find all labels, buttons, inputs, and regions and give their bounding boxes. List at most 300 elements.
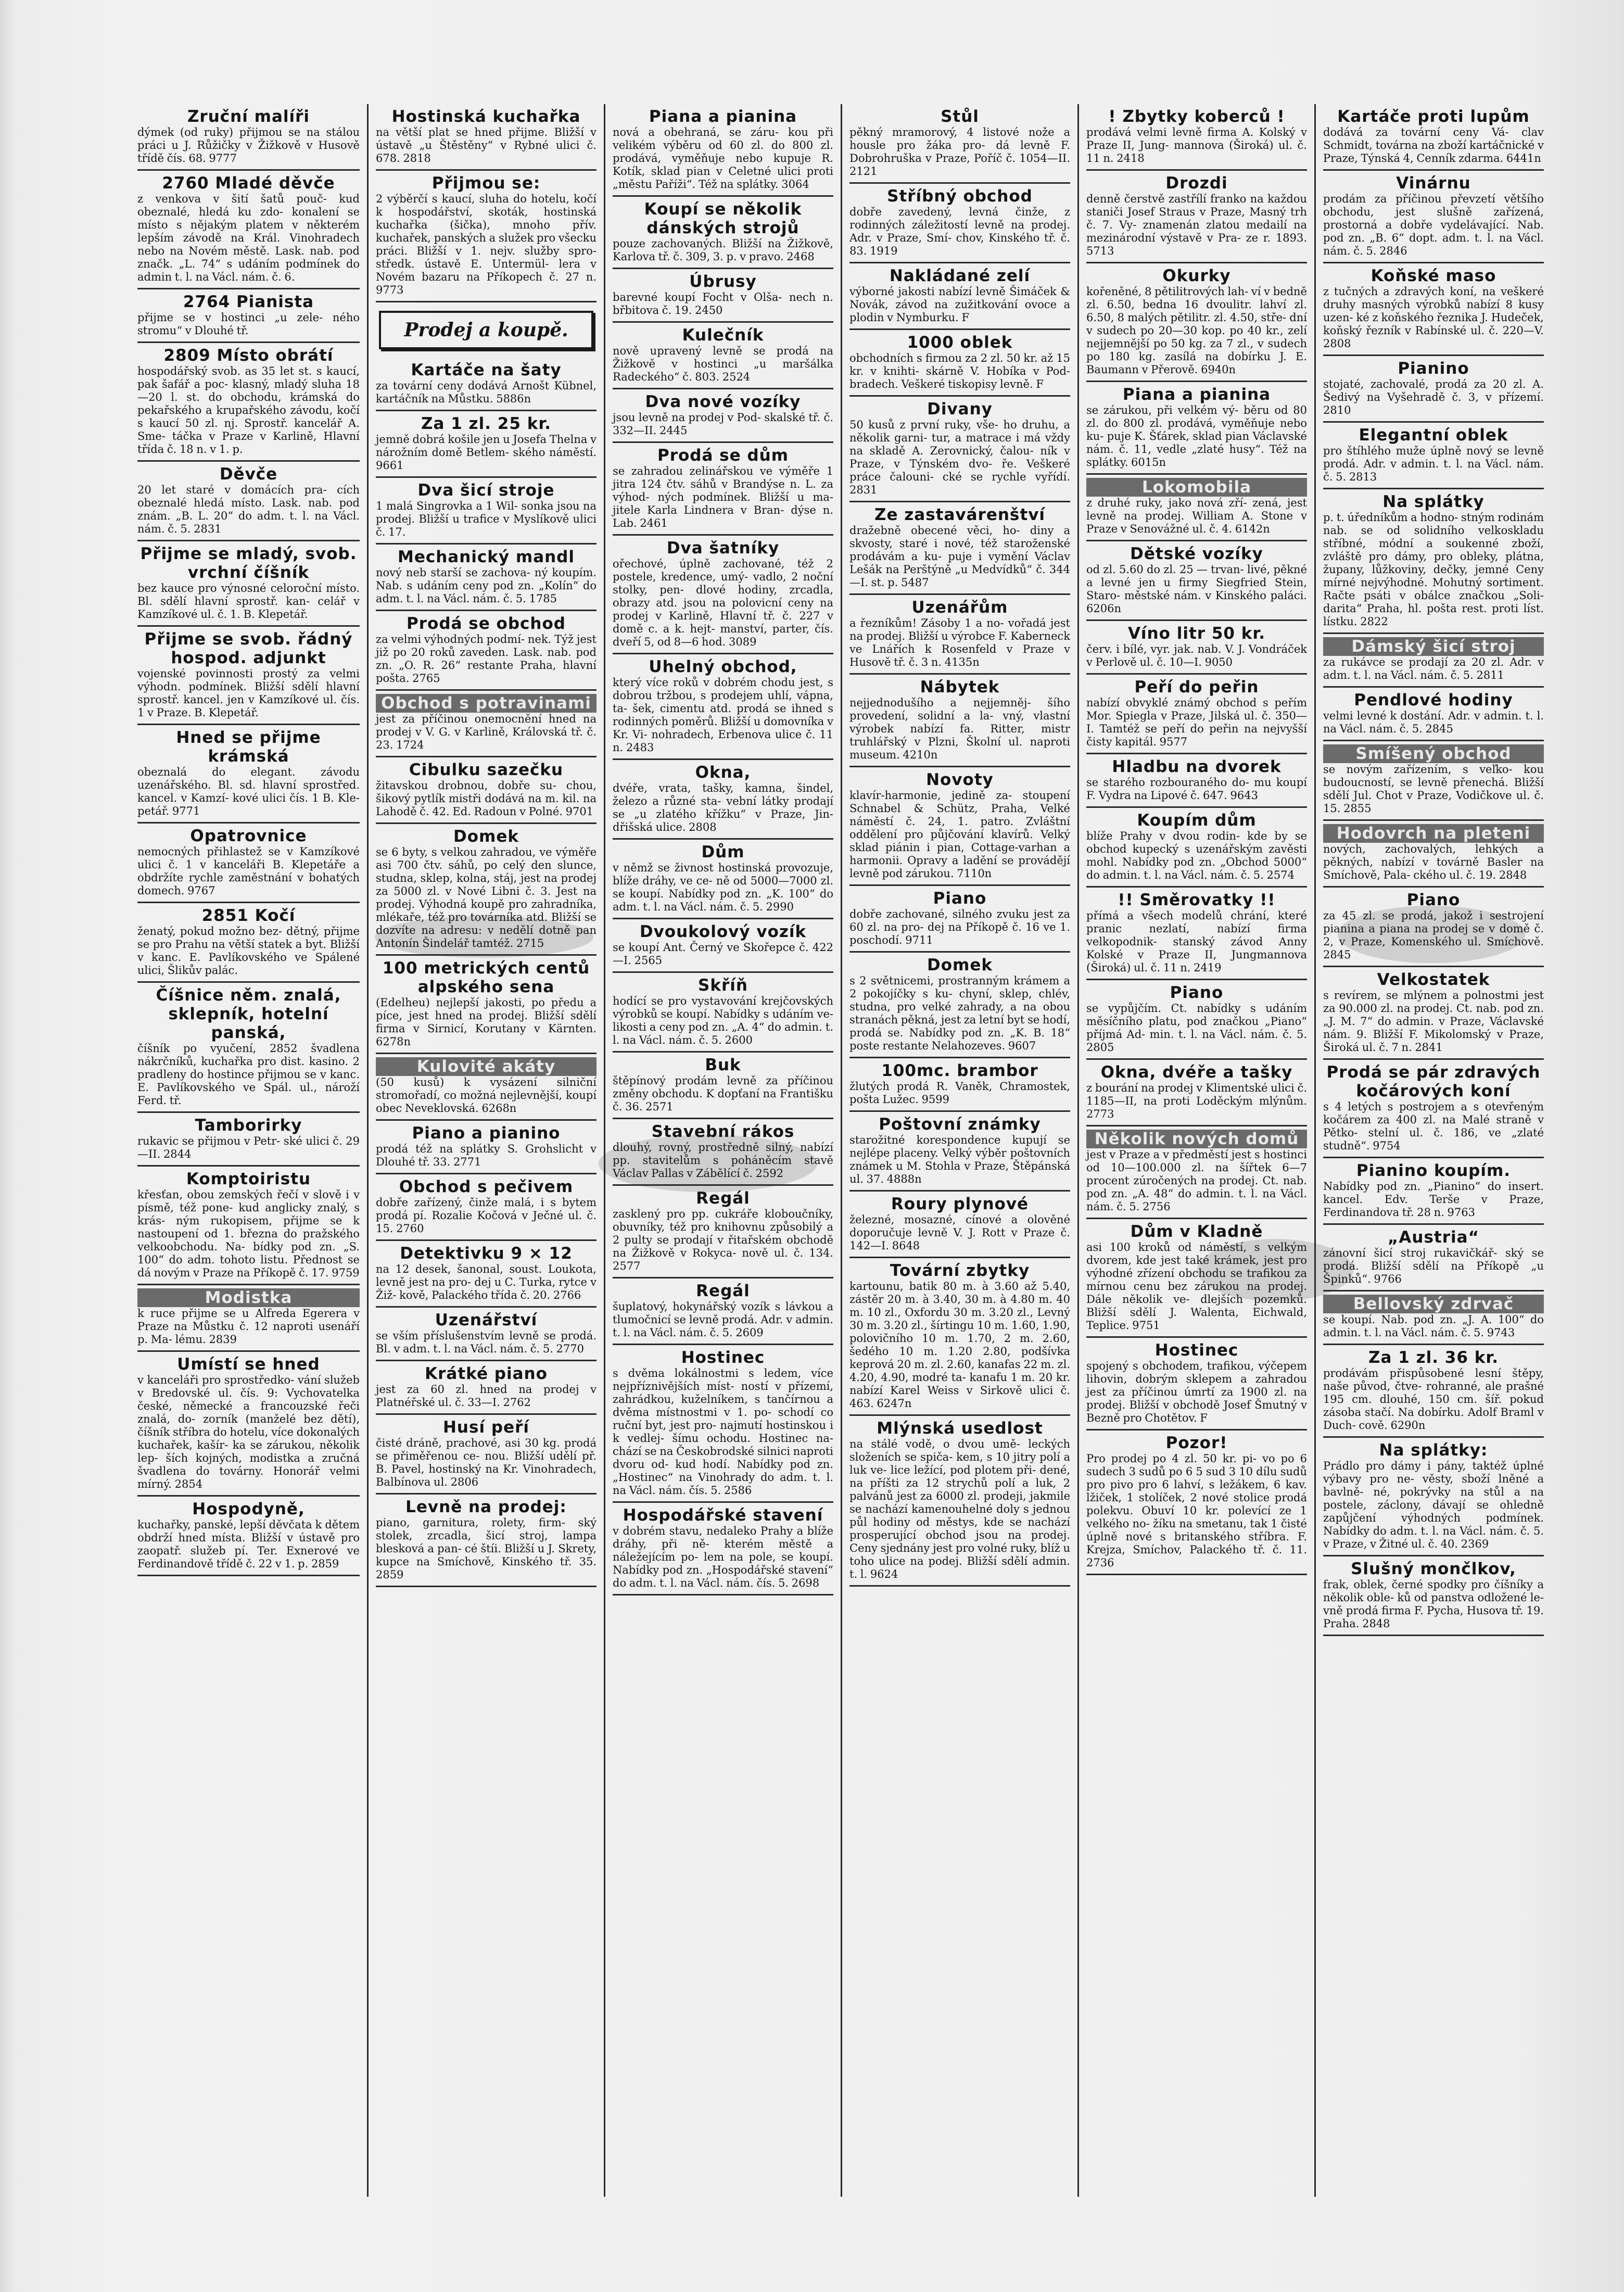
ad-title: 100mc. brambor <box>881 1061 1038 1080</box>
ad-title: Stavební rákos <box>651 1122 795 1141</box>
classified-ad <box>376 1495 597 1587</box>
ad-body: dýmek (od ruky) přijmou se na stálou práci u J. Růžičky v Žižkově v Husově třídě čís. 68. 9777 <box>137 126 360 164</box>
ad-body: jemně dobrá košile jen u Josefa Thelna v nárožním domě Betlem- ského náměstí. 9661 <box>376 433 597 472</box>
classified-ad <box>849 1192 1070 1258</box>
ad-body: dobře zavedený, levná činže, z rodinných záležitostí levně na prodej. Adr. v Praze, Smí- chov, Kinského tř. č. 83. 1919 <box>849 206 1070 257</box>
ad-body: se zahradou zelinářskou ve výměře 1 jitra 124 čtv. sáhů v Brandýse n. L. za výhod- ných podmínek. Bližší u ma- jitele Karla Lindnera v Bran- dýse n. Lab. 2461 <box>613 465 833 529</box>
ad-body: 20 let staré v domácích pra- cích obeznalé hledá místo. Lask. nab. pod znám. „B. L. 20“ do adm. t. l. na Václ. nám. č. 5. 2831 <box>137 484 360 535</box>
classified-ad <box>137 824 360 903</box>
classified-ad <box>613 1053 833 1119</box>
ad-body: velmi levné k dostání. Adr. v admin. t. l. na Václ. nám. č. 5. 2845 <box>1323 710 1544 735</box>
ad-body: v kanceláři pro sprostředko- vání služeb v Bredovské ul. čís. 9: Vychovatelka české, německé a francouzské řeči znalá, do- zorník (manželé bez dětí), číšník stříbra do hotelu, více dokonalých kuchařek, kašír- ka se zárukou, několik lep- ších kojných, modistka a zručná švadlena do továrny. Honorář velmi mírný. 2854 <box>137 1374 360 1490</box>
ad-body: nová a obehraná, se záru- kou při velikém výběru od 60 zl. do 800 zl. prodává, vyměňuje nebo kupuje R. Kotík, sklad pian v Celetné ulici proti „městu Paříži“. Též na splátky. 3064 <box>613 126 833 191</box>
ad-body: pro štíhlého muže úplně nový se levně prodá. Adr. v admin. t. l. na Václ. nám. č. 5. 2813 <box>1323 445 1544 483</box>
classified-ad <box>376 1121 597 1174</box>
classified-ad <box>1323 1225 1544 1291</box>
ad-title: Hostinec <box>681 1348 765 1367</box>
ad-body: zasklený pro pp. cukráře kloboučníky, obuvníky, též pro knihovnu způsobilý a 2 pulty se prodají v řitařském obchodě na Žižkově v Rokyca- nově ul. č. 134. 2577 <box>613 1208 833 1272</box>
classified-ad <box>1086 104 1307 171</box>
classified-ad <box>1323 688 1544 741</box>
ad-body: a řezníkům! Zásoby 1 a no- vořadá jest na prodej. Bližší u výrobce F. Kaberneck ve Lnářích k Rosenfeld v Praze v Husově tř. č. 3 n. 4135n <box>849 617 1070 668</box>
ad-title: Koupí se několik dánských strojů <box>644 200 802 237</box>
ad-body: bez kauce pro výnosné celoroční místo. Bl. sdělí hlavní sprostř. kan- celář v Kamzíkové ul. č. 1. B. Klepetář. <box>137 582 360 621</box>
classified-ad <box>137 983 360 1113</box>
ad-column <box>367 104 604 2197</box>
ad-title: Dámský šicí stroj <box>1323 637 1544 656</box>
ad-body: obchodních s firmou za 2 zl. 50 kr. až 15 kr. v knihti- skárně V. Hobíka v Pod- bradech. Veškeré tiskopisy levně. F <box>849 352 1070 390</box>
ad-body: asi 100 kroků od náměstí, s velkým dvorem, kde jest také krámek, jest pro výhodné zřízení obchodu se trafikou za mírnou cenu bez zárukou na prodej. Dále několik ve- dlejších pozemků. Bližší sdělí J. Walenta, Eichwald, Teplice. 9751 <box>1086 1241 1307 1332</box>
ad-title: Piano a pianino <box>412 1124 561 1143</box>
ad-body: pěkný mramorový, 4 listové nože a housle pro žáka pro- dá levně F. Dobrohruška v Praze, Poříč č. 1054—II. 2121 <box>849 126 1070 178</box>
ad-body: starožitné korespondence kupují se nejlépe placeny. Velký výběr poštovních známek u M. Stohla v Praze, Štěpánská ul. 37. 4888n <box>849 1134 1070 1185</box>
classified-ad <box>376 544 597 611</box>
classified-ad <box>849 184 1070 263</box>
ad-body: červ. i bílé, vyr. jak. nab. V. J. Vondráček v Perlově ul. č. 10—I. 9050 <box>1086 643 1307 668</box>
classified-ad <box>1323 104 1544 171</box>
classified-ad <box>1086 980 1307 1060</box>
ad-title: Bellovský zdrvač <box>1323 1295 1544 1313</box>
ad-body: s 4 letých s postrojem a s otevřeným kočárem za 400 zl. na Malé straně v Pětko- stelní ul. č. 186, ve „zlaté studně“. 9754 <box>1323 1100 1544 1152</box>
ad-title: Pendlové hodiny <box>1354 691 1513 710</box>
ad-body: 1 malá Singrovka a 1 Wil- sonka jsou na prodej. Bližší u trafice v Myslíkově ulici č. 17. <box>376 500 597 538</box>
ad-title: Mechanický mandl <box>397 548 575 566</box>
ad-title: Okurky <box>1162 267 1231 285</box>
ad-title: Piano <box>1406 891 1461 909</box>
ad-body: jest v Praze a v předměstí jest s hostinci od 10—100.000 zl. na šířtek 6—7 procent zúročených na prodej. Ct. nab. pod zn. „A. 48“ do admin. t. l. na Václ. nám. č. 5. 2756 <box>1086 1148 1307 1213</box>
classified-ad <box>137 104 360 171</box>
ad-body: z bourání na prodej v Klimentské ulici č. 1185—II, na proti Loděckým mlýnům. 2773 <box>1086 1082 1307 1120</box>
ad-title: Piana a pianina <box>1122 385 1271 404</box>
ad-title: Lokomobila <box>1086 478 1307 497</box>
ad-title: Dva nové vozíky <box>645 392 801 411</box>
classified-ad <box>849 104 1070 184</box>
ad-title: Roury plynové <box>891 1195 1029 1213</box>
ad-body: blíže Prahy v dvou rodin- kde by se obchod kupecký s uzenářským zavěsti mohl. Nabídky pod zn. „Obchod 5000“ do admin. t. l. na Václ. nám. č. 5. 2574 <box>1086 830 1307 881</box>
ad-title: Děvče <box>219 465 278 484</box>
ad-title: Piano <box>1170 983 1224 1002</box>
classified-ad <box>849 886 1070 953</box>
classified-ad <box>613 323 833 389</box>
classified-ad <box>849 953 1070 1058</box>
ad-title: Pianino koupím. <box>1356 1161 1511 1180</box>
classified-ad <box>849 502 1070 595</box>
classified-ad <box>849 675 1070 767</box>
ad-body: z tučných a zdravých koní, na veškeré druhy masných výrobků nabízí 8 kusy uzen- ké z koňského řeznika J. Hudeček, koňský řezník v Rabínské ul. č. 220—V. 2808 <box>1323 285 1544 350</box>
classified-ad <box>613 269 833 323</box>
classified-ad <box>613 1345 833 1503</box>
classified-ad <box>849 263 1070 330</box>
ad-body: nemocných přihlastež se v Kamzíkové ulici č. 1 v kanceláři B. Klepetáře a obdržíte rychle zaměstnání v bohatých domech. 9767 <box>137 845 360 897</box>
ad-title: Dům v Kladně <box>1130 1222 1263 1241</box>
classified-ad <box>1086 382 1307 475</box>
ad-title: Hodovrch na pleteni <box>1323 824 1544 843</box>
ad-title: Hned se přijme krámská <box>176 728 321 766</box>
classified-ad <box>849 595 1070 675</box>
ad-body: dobře zařízený, činže malá, i s bytem prodá pí. Rozalie Kočová v Ječné ul. č. 15. 2760 <box>376 1196 597 1235</box>
ad-body: který více roků v dobrém chodu jest, s dobrou tržbou, s prodejem uhlí, vápna, ta- šek, cimentu atd. prodá se ihned s rodinných poměrů. Bližší u domovníka v Kr. Vi- nohradech, Erbenova ulice č. 11 n. 2483 <box>613 676 833 754</box>
classified-ad <box>1323 1060 1544 1158</box>
classified-ad <box>137 627 360 725</box>
classified-ad <box>1323 1438 1544 1556</box>
classified-ad <box>137 1167 360 1285</box>
ad-title: „Austria“ <box>1388 1228 1479 1247</box>
classified-ad <box>1323 423 1544 489</box>
classified-ad <box>1323 888 1544 967</box>
classified-ad <box>376 757 597 824</box>
ad-body: jest za 60 zl. hned na prodej v Platnéřské ul. č. 33—I. 2762 <box>376 1383 597 1409</box>
ad-title: Obchod s potravinami <box>376 694 597 713</box>
classified-ad <box>849 1058 1070 1112</box>
classified-ad <box>1323 489 1544 634</box>
classified-ad <box>376 1054 597 1121</box>
classified-ad <box>1086 754 1307 808</box>
ad-columns <box>130 104 1551 2197</box>
section-heading: Prodej a koupě. <box>379 311 593 349</box>
ad-title: Kartáče proti lupům <box>1337 107 1530 126</box>
classified-ad <box>849 1258 1070 1416</box>
ad-title: Krátké piano <box>425 1364 548 1383</box>
ad-title: Levně na prodej: <box>405 1498 567 1516</box>
ad-title: Na splátky: <box>1379 1441 1488 1460</box>
ad-body: na větší plat se hned přijme. Bližší v ústavě „u Štěstěny“ v Rybné ulici č. 678. 2818 <box>376 126 597 164</box>
ad-title: Koupím dům <box>1137 811 1257 830</box>
classified-ad <box>137 462 360 541</box>
classified-ad <box>613 1119 833 1186</box>
ad-title: 100 metrických centů alpského sena <box>382 959 590 996</box>
classified-ad <box>137 1113 360 1167</box>
classified-ad <box>613 1186 833 1278</box>
ad-title: Novoty <box>926 770 994 789</box>
ad-body: nový neb starší se zachova- ný koupím. Nab. s udáním ceny pod zn. „Kolín“ do adm. t. l. na Václ. nám. č. 5. 1785 <box>376 566 597 605</box>
classified-ad <box>137 171 360 289</box>
classified-ad <box>849 397 1070 502</box>
ad-body: p. t. úředníkům a hodno- stným rodinám nab. se od solidního velkoskladu stříbné, módní a soukenné zboží, zvláště pro dámy, pro obleky, plátna, župany, lůžkoviny, dečky, jemné Ceny mírné nejvýhodné. Mohutný sortiment. Račte psáti v obálce značkou „Soli- darita“ Praha, hl. pošta rest. proti líst. lístku. 2822 <box>1323 511 1544 628</box>
ad-body: klavír-harmonie, jedině za- stoupení Schnabel & Schütz, Praha, Velké náměstí č. 24, 1. patro. Zvláštní oddělení pro půjčování klavírů. Velký sklad piánin i pian, Cottage-varhan a harmonii. Opravy a ladění se provádějí levně pod zárukou. 7110n <box>849 789 1070 880</box>
ad-body: se 6 byty, s velkou zahradou, ve výměře asi 700 čtv. sáhů, po celý den slunce, studna, sklep, kolna, stáj, jest na prodej za 5000 zl. v Nové Libni č. 3. Jest na prodej. Výhodná koupě pro zahradníka, mlékaře, též pro továrníka atd. Bližší se dozvíte na adresu: v nedělí dotně pan Antonín Šindelář tamtéž. 2715 <box>376 846 597 949</box>
classified-ad <box>137 541 360 627</box>
ad-body: nabízí obvyklé známý obchod s peřím Mor. Spiegla v Praze, Jilská ul. č. 350—I. Tamtéž se peří do peřin na nejvyšší čisty kapitál. 9577 <box>1086 697 1307 748</box>
ad-body: šuplatový, hokynářský vozík s lávkou a tlumočnicí se levně prodá. Adr. v admin. t. l. na Václ. nám. č. 5. 2609 <box>613 1300 833 1339</box>
ad-body: Nabídky pod zn. „Pianino“ do insert. kancel. Edv. Terše v Praze, Ferdinandova tř. 28 n. 9763 <box>1323 1180 1544 1219</box>
ad-title: Uhelný obchod, <box>649 657 797 676</box>
ad-body: k ruce přijme se u Alfreda Egerera v Praze na Můstku č. 12 naproti usenáří p. Ma- lému. 2839 <box>137 1307 360 1346</box>
ad-body: obeznalá do elegant. závodu uzenářského. Bl. sd. hlavní sprostřed. kancel. v Kamzí- kové ulici čís. 1 B. Kle- petář. 9771 <box>137 766 360 817</box>
classified-ad <box>1086 1126 1307 1219</box>
ad-body: v němž se živnost hostinská provozuje, blíže dráhy, ve ce- ně od 5000—7000 zl. se koupí. Nabídky pod zn. „K. 100“ do adm. t. l. na Václ. nám. č. 5. 2990 <box>613 862 833 913</box>
ad-title: Dvoukolový vozík <box>639 922 807 941</box>
ad-body: z druhé ruky, jako nová zří- zená, jest levně na prodej. William A. Stone v Praze v Senovážné ul. č. 4. 6142n <box>1086 497 1307 535</box>
ad-body: na stálé vodě, o dvou umě- leckých složeních se spiča- kem, s 10 jitry polí a luk ve- lice ležící, pod plotem při- dené, na příšti za 12 strychů polí a luk, 2 palvánů jest za 6000 zl. prodeji, jakmile se nachází kamenouhelné doly s jednou půl hodiny od městys, kde se nachází prosperující obchod jsou na prodej. Ceny sjednány jest pro volné ruky, blíž u toho ulice na podej. Bližší sdělí admin. t. l. 9624 <box>849 1438 1070 1580</box>
ad-body: dlouhý, rovný, prostředně silný, nabízí pp. stavitelům s poháněcím stavě Václav Pallas v Zábělící č. 2592 <box>613 1141 833 1180</box>
ad-title: Dva šicí stroje <box>417 481 555 500</box>
ad-body: s dvěma lokálnostmi s ledem, více nejpříznivějších míst- ností v přízemí, zahrádkou, kuželníkem, s tančírnou a dvěma místnostmi v 1. po- schodí co ruční byt, jest pro- najmutí hostinskou i k vedlej- šímu ochodu. Hostinec na- chází se na Českobrodské silnici naproti dvoru od- kud hodí. Nabídky pod zn. „Hostinec“ na Vinohrady do adm. t. l. na Václ. nám. čís. 5. 2586 <box>613 1367 833 1497</box>
classified-ad <box>1323 1291 1544 1345</box>
classified-ad <box>849 767 1070 886</box>
ad-body: od zl. 5.60 do zl. 25 — trvan- livé, pěkné a levné jen u firmy Siegfried Stein, Staro- městské nám. v Kinského paláci. 6206n <box>1086 563 1307 615</box>
ad-title: Nábytek <box>920 678 1000 697</box>
ad-body: v dobrém stavu, nedaleko Prahy a blíže dráhy, při ně- kterém městě a náležejícím po- lem na pole, se koupí. Nabídky pod zn. „Hospodářské stavení“ do adm. t. l. na Václ. nám. čís. 5. 2698 <box>613 1525 833 1589</box>
ad-body: prodá též na splátky S. Grohslicht v Dlouhé tř. 33. 2771 <box>376 1143 597 1168</box>
classified-ad <box>376 478 597 544</box>
classified-ad <box>1086 808 1307 888</box>
classified-ad <box>137 903 360 983</box>
classified-ad <box>1086 888 1307 980</box>
ad-column <box>130 104 367 2197</box>
classified-ad <box>137 725 360 824</box>
ad-column <box>1077 104 1314 2197</box>
ad-title: 2764 Pianista <box>183 293 314 311</box>
ad-body: piano, garnitura, rolety, firm- ský stolek, zrcadla, šicí stroj, lampa blesková a pan- cé štíi. Bližší u J. Skrety, kupce na Smíchově, Kinského tř. 35. 2859 <box>376 1516 597 1581</box>
ad-body: se koupí. Nab. pod zn. „J. A. 100“ do admin. t. l. na Václ. nám. č. 5. 9743 <box>1323 1313 1544 1339</box>
ad-body: jest za příčinou onemocnění hned na prodej v V. G. v Karlině, Královská tř. č. 23. 1724 <box>376 713 597 751</box>
ad-body: dodává za tovární ceny Vá- clav Schmidt, továrna na zboží kartáčnické v Praze, Týnská 4, Cenník zdarma. 6441n <box>1323 126 1544 164</box>
ad-title: Obchod s pečivem <box>399 1177 574 1196</box>
classified-ad <box>1086 621 1307 675</box>
classified-ad <box>376 611 597 691</box>
ad-body: vojenské povinnosti prostý za velmi výhodn. podmínek. Bližší sdělí hlavní sprostř. kancel. jen v Kamzíkové ul. čís. 1 v Praze. B. Klepetář. <box>137 667 360 719</box>
ad-title: Tamborirky <box>195 1116 302 1135</box>
classified-ad <box>376 411 597 478</box>
classified-ad <box>1323 356 1544 423</box>
classified-ad <box>376 104 597 171</box>
classified-ad <box>613 654 833 760</box>
ad-title: Přijme se svob. řádný hospod. adjunkt <box>144 630 353 667</box>
classified-ad <box>613 104 833 197</box>
ad-body: se vypůjčím. Ct. nabídky s udáním měsíčního platu, pod značkou „Piano“ příjmá Ad- min. t. l. na Václ. nám. č. 5. 2805 <box>1086 1002 1307 1054</box>
classified-ad <box>1323 821 1544 888</box>
ad-body: železné, mosazné, cínové a olověné doporučuje levně V. J. Rott v Praze č. 142—I. 8648 <box>849 1213 1070 1252</box>
ad-title: Uzenářům <box>911 598 1008 617</box>
ad-body: se koupí Ant. Černý ve Skořepce č. 422—I. 2565 <box>613 941 833 967</box>
ad-title: Vinárnu <box>1396 174 1471 193</box>
ad-body: dražebně obecené věci, ho- diny a skvosty, staré i nové, též staroženské prodávám a ku- puje i vymění Václav Lešák na Perštýně „u Medvídků“ č. 344—I. st. p. 5487 <box>849 524 1070 589</box>
ad-body: se novým zařízením, s veľko- kou budoucností, se levně přenechá. Bližší sdělí Jul. Chot v Praze, Vodičkove ul. č. 15. 2855 <box>1323 763 1544 815</box>
ad-body: (Edelheu) nejlepší jakosti, po předu a píce, jest hned na prodej. Bližší sdělí firma v Sirnicí, Korutany v Kärnten. 6278n <box>376 996 597 1048</box>
classified-ad <box>137 1497 360 1576</box>
classified-ad <box>613 389 833 443</box>
ad-body: kuchařky, panské, lepší děvčata k dětem obdrží hned místa. Bližší v ústavě pro zaopatř. služeb pí. Ter. Exnerové ve Ferdinandově třídě č. 22 v 1. p. 2859 <box>137 1518 360 1570</box>
classified-ad <box>137 1285 360 1352</box>
ad-title: Prodá se obchod <box>407 614 566 633</box>
ad-title: Hostinec <box>1154 1341 1239 1360</box>
ad-body: čisté dráně, prachové, asi 30 kg. prodá se přiměřenou ce- nou. Bližší udělí př. B. Pavel, hostinský na Kr. Vinohradech, Balbínova ul. 2806 <box>376 1437 597 1488</box>
ad-title: Detektivku 9 × 12 <box>400 1244 573 1263</box>
classified-ad <box>1086 263 1307 382</box>
classified-ad <box>376 171 597 302</box>
ad-body: kartounu, batik 80 m. à 3.60 až 5.40, zástěr 20 m. à 3.40, 30 m. à 4.80 m. 40 m. 10 zl., Oxfordu 30 m. 3.20 zl., Levný 30 m. 3.20 zl., šírtingu 10 m. 1.60, 1.90, polovičního 10 m. 1.70, 2 m. 2.60, šedého 10 m. 1.20 2.80, podšívka keprová 20 m. zl. 2.60, kanafas 22 m. zl. 4.20, 4.90, modré ta- kanafu 1 m. 20 kr. nabízí Karel Weiss v Sirkově ulici č. 463. 6247n <box>849 1280 1070 1410</box>
ad-title: Kartáče na šaty <box>411 361 562 379</box>
ad-body: 2 výběrčí s kaucí, sluha do hotelu, kočí k hospodářství, skoták, hostinská kuchařka (šička), mnoho přív. kuchařek, panských a služek pro všecku práci. Bližší v 1. nejv. služby spro- středk. ústavě E. Untermül- lera v Novém bazaru na Příkopech č. 27 n. 9773 <box>376 193 597 296</box>
classified-ad <box>613 973 833 1053</box>
classified-ad <box>1086 1060 1307 1126</box>
ad-body: s 2 světnicemi, prostranným krámem a 2 pokojíčky s ku- chyní, sklep, chlév, studna, pro velké zahrady, a na obou stranách pěkná, jest za letní byt se hodí, prodá se. Nabídky pod zn. „K. B. 18“ poste restante Nelahozeves. 9607 <box>849 974 1070 1052</box>
ad-body: Pro prodej po 4 zl. 50 kr. pi- vo po 6 sudech 3 sudů po 6 5 sud 3 10 dílu sudů pro pivo pro 6 lahví, s ležákem, 6 kav. lžiček, 1 stolíček, 2 nové stolice prodá polekvu. Obuví 10 kr. polevící ze 1 velkého no- žíku na smetanu, tak 1 čisté úplně nové s britanského stříbra. F. Krejza, Smíchov, Palackého tř. č. 11. 2736 <box>1086 1452 1307 1569</box>
ad-title: Ze zastavárenštví <box>874 505 1046 524</box>
ad-body: na 12 desek, šanonal, soust. Loukota, levně jest na pro- dej u C. Turka, rytce v Žiž- kově, Palackého třída č. 20. 2766 <box>376 1263 597 1301</box>
ad-title: Slušný mončlkov, <box>1351 1560 1516 1578</box>
ad-title: Cibulku sazečku <box>409 761 564 779</box>
ad-body: (50 kusů) k vysázení silniční stromořadí, co možná nejlevnější, koupí obec Neveklovská. 6268n <box>376 1076 597 1115</box>
ad-title: Piano <box>933 889 987 908</box>
ad-body: 50 kusů z první ruky, vše- ho druhu, a několik garni- tur, a matrace i má vždy na skladě A. Zerovnický, čalou- ník v Praze, v Týnském dvo- ře. Veškeré práce čalouni- cké se rychle vyřídí. 2831 <box>849 419 1070 496</box>
ad-title: Dům <box>701 843 745 862</box>
classified-ad <box>613 536 833 654</box>
ad-title: Tovární zbytky <box>890 1261 1030 1280</box>
classified-ad <box>1323 1158 1544 1225</box>
ad-title: Stůl <box>941 107 979 126</box>
classified-ad <box>376 956 597 1054</box>
classified-ad <box>613 197 833 269</box>
ad-body: dobře zachované, silného zvuku jest za 60 zl. na pro- dej na Příkopě č. 16 ve 1. poschodí. 9711 <box>849 908 1070 946</box>
classified-ad <box>137 289 360 343</box>
ad-title: !! Směrovatky !! <box>1118 891 1276 909</box>
classified-ad <box>1323 967 1544 1060</box>
ad-title: Mlýnská usedlost <box>877 1419 1043 1438</box>
ad-title: Pozor! <box>1165 1434 1228 1452</box>
ad-title: Domek <box>927 956 993 974</box>
ad-title: Peří do peřin <box>1134 678 1259 697</box>
ad-title: Uzenářství <box>435 1311 538 1329</box>
ad-body: ženatý, pokud možno bez- dětný, přijme se pro Prahu na větší statek a byt. Bližší v kanc. E. Pavlíkovského ve Spálené ulici, Šlikův palác. <box>137 925 360 977</box>
ad-body: prodávám přispůsobené lesní štěpy, naše původ, čtve- rohranné, ale prašné 195 cm. dlouhé, 150 cm. šíř. pokud zásoba stačí. Na dobírku. Adolf Braml v Duch- cově. 6290n <box>1323 1367 1544 1432</box>
classified-ad <box>376 824 597 956</box>
ad-title: Zruční malíři <box>187 107 310 126</box>
ad-title: Za 1 zl. 25 kr. <box>421 414 551 433</box>
classified-ad <box>137 1352 360 1497</box>
ad-body: jsou levně na prodej v Pod- skalské tř. č. 332—II. 2445 <box>613 411 833 437</box>
ad-title: Modistka <box>137 1288 360 1307</box>
ad-body: přijme se v hostinci „u zele- ného stromu“ v Dlouhé tř. <box>137 311 360 337</box>
ad-body: barevné koupí Focht v Olša- nech n. břbitova č. 19. 2450 <box>613 291 833 316</box>
ad-body: spojený s obchodem, trafikou, výčepem lihovin, dobrým sklepem a zahradou jest za příčinou úmrtí za 1900 zl. na prodej. Bližší v obchodě Josef Šmutný v Bezně pro Chotětov. F <box>1086 1360 1307 1424</box>
ad-body: výborné jakosti nabízí levně Šimáček & Novák, závod na zužitkování ovoce a plodin v Nymburku. F <box>849 285 1070 324</box>
classified-ad <box>613 840 833 919</box>
ad-body: přímá a všech modelů chrání, které pranic nezlatí, nabízí firma velkopodnik- stanský závod Anny Kolské v Praze II, Jungmannova (Široká) ul. č. 11 n. 2419 <box>1086 909 1307 974</box>
classified-ad <box>1323 1345 1544 1438</box>
classified-ad <box>613 1278 833 1345</box>
ad-body: nových, zachovalých, lehkých a pěkných, nabízí v továrně Basler na Smíchově, Pala- ckého ul. č. 19. 2848 <box>1323 843 1544 881</box>
ad-title: 2809 Místo obrátí <box>163 346 334 365</box>
ad-title: Buk <box>705 1056 741 1074</box>
classified-ad <box>1323 634 1544 688</box>
classified-ad <box>1323 741 1544 821</box>
ad-body: nově upravený levně se prodá na Žižkově v hostinci „u maršálka Radeckého“ č. 803. 2524 <box>613 345 833 383</box>
ad-title: Kulečník <box>682 326 764 345</box>
ad-body: Prádlo pro dámy i pány, taktéž úplné výbavy pro ne- věsty, sboží lněné a bavlně- né, pokrývky na stůl a na postele, záclony, dávají se ohledně zapůjčení výhodných podmínek. Nabídky do adm. t. l. na Václ. nám. č. 5. v Praze, v Žitné ul. č. 40. 2369 <box>1323 1460 1544 1550</box>
classified-ad <box>1086 1338 1307 1430</box>
classified-ad <box>376 358 597 411</box>
classified-ad <box>849 1416 1070 1587</box>
ad-title: Hostinská kuchařka <box>391 107 581 126</box>
ad-body: stojaté, zachovalé, prodá za 20 zl. A. Šedivý na Vyšehradě č. 3, v přízemí. 2810 <box>1323 378 1544 416</box>
ad-body: číšník po vyučení, 2852 švadlena nákrčníků, kuchařka pro dist. kasino. 2 pradleny do hostince přijmou se v kanc. E. Pavlíkovského ve Spál. ul., nároží Ferd. tř. <box>137 1042 360 1107</box>
ad-column <box>1314 104 1551 2197</box>
ad-body: ořechové, úplně zachované, též 2 postele, kredence, umý- vadlo, 2 noční stolky, pen- dlové hodiny, zrcadla, obrazy atd. jsou na polovicní ceny na prodej v Karlině, Hlavní tř. č. 227 v domě c. a k. hejt- manství, parter, čís. dveří 5, od 8—6 hod. 3089 <box>613 558 833 648</box>
ad-title: Poštovní známky <box>879 1115 1041 1134</box>
ad-body: se vším příslušenstvím levně se prodá. Bl. v adm. t. l. na Václ. nám. č. 5. 2770 <box>376 1329 597 1355</box>
classified-ad <box>1086 1219 1307 1338</box>
ad-body: žlutých prodá R. Vaněk, Chramostek, pošta Lužec. 9599 <box>849 1080 1070 1106</box>
ad-body: kořeněné, 8 pětilitrových lah- ví v bedně zl. 6.50, bedna 16 dvoulitr. lahví zl. 6.50, 8 malých pětilitr. zl. 4.50, stře- dní v sudech po 20—30 kop. po 40 kr., zelí nejjemnější po 50 kg. za 7 zl., v sudech po 180 kg. zasílá na dobírku J. E. Baumann v Přerově. 6940n <box>1086 285 1307 376</box>
classified-ad <box>1086 475 1307 541</box>
ad-title: Kulovité akáty <box>376 1057 597 1076</box>
ad-title: Přijme se mladý, svob. vrchní číšník <box>140 544 357 582</box>
ad-title: Úbrusy <box>689 272 757 291</box>
ad-title: 2851 Kočí <box>201 906 296 925</box>
ad-body: z venkova v šití šatů pouč- kud obeznalé, hledá ku zdo- konalení se místo s nějakým platem v některém lepším závodě na Král. Vinohradech nebo na Novém městě. Lask. nab. pod značk. „L. 74“ s udáním podmínek do admin t. l. na Václ. nám. č. 6. <box>137 193 360 283</box>
classified-ad <box>376 1174 597 1241</box>
ad-title: ! Zbytky koberců ! <box>1108 107 1285 126</box>
ad-title: Koňské maso <box>1371 267 1496 285</box>
ad-body: pouze zachovaných. Bližší na Žižkově, Karlova tř. č. 309, 3. p. v pravo. 2468 <box>613 237 833 263</box>
classified-ad <box>376 1361 597 1415</box>
classified-ad <box>1086 541 1307 621</box>
ad-title: Přijmou se: <box>432 174 541 193</box>
ad-title: Smíšený obchod <box>1323 744 1544 763</box>
classified-ad <box>849 330 1070 397</box>
ad-body: za tovární ceny dodává Arnošt Kübnel, kartáčník na Můstku. 5886n <box>376 379 597 405</box>
ad-column <box>841 104 1077 2197</box>
ad-body: za velmi výhodných podmí- nek. Týž jest již po 20 roků zaveden. Lask. nab. pod zn. „O. R. 26“ restante Praha, hlavní pošta. 2765 <box>376 633 597 685</box>
ad-title: Drozdi <box>1165 174 1228 193</box>
ad-title: Elegantní oblek <box>1359 426 1508 445</box>
ad-title: Komptoiristu <box>186 1170 311 1188</box>
ad-title: Hospodářské stavení <box>623 1506 823 1525</box>
ad-title: Víno litr 50 kr. <box>1127 624 1266 643</box>
ad-body: zánovní šicí stroj rukavičkář- ský se prodá. Bližší sdělí na Příkopě „u Špinků“. 9766 <box>1323 1247 1544 1285</box>
ad-title: Číšnice něm. znalá, sklepník, hotelní panská, <box>156 986 341 1042</box>
ad-title: Skříň <box>698 976 748 995</box>
classified-ad <box>376 691 597 757</box>
ad-body: za 45 zl. se prodá, jakož i sestrojení pianina a piana na prodej se v domě č. 2, v Praze, Komenského ul. Smíchově. 2845 <box>1323 909 1544 961</box>
ad-title: Dva šatníky <box>666 539 780 558</box>
ad-title: Na splátky <box>1382 492 1485 511</box>
classified-ad <box>376 1308 597 1361</box>
ad-body: žitavskou drobnou, dobře su- chou, šikový pytlík mistři dodává na m. kil. na Lahodě č. 42. Ed. Radoun v Polné. 9701 <box>376 779 597 818</box>
ad-body: nejjednodušího a nejjemněj- šího provedení, solidní a la- vný, vlastní výrobek nabízí fa. Ritter, mistr truhlářský v Plzni, Školní ul. naproti museum. 4210n <box>849 697 1070 761</box>
ad-title: Okna, dvéře a tašky <box>1100 1063 1293 1082</box>
ad-title: Nakládané zelí <box>889 267 1031 285</box>
ad-body: prodává velmi levně firma A. Kolský v Praze II, Jung- mannova (Široká) ul. č. 11 n. 2418 <box>1086 126 1307 164</box>
ad-body: křesťan, obou zemských řečí v slově i v písmě, též pone- kud anglicky znalý, s krás- ným rukopisem, přijme se k nastoupení od 1. března do pražského velkoobchodu. Na- bídky pod zn. „S. 100“ do adm. tohoto listu. Přednost se dá novým v Praze na Příkopě č. 17. 9759 <box>137 1188 360 1279</box>
ad-body: hospodářský svob. as 35 let st. s kaucí, pak šafář a poc- klasný, mladý sluha 18—20 l. st. do obchodu, krámská do pekařského a krupařského závodu, kočí s kaucí 50 zl. nj. Sprostř. kancelář A. Sme- táčka v Praze v Karlině, Hlavní třída č. 18 n. v 1. p. <box>137 365 360 455</box>
ad-body: rukavic se přijmou v Petr- ské ulici č. 29—II. 2844 <box>137 1135 360 1160</box>
classified-ad <box>849 1112 1070 1192</box>
classified-ad <box>613 443 833 536</box>
ad-title: Hladbu na dvorek <box>1112 757 1282 776</box>
classified-ad <box>1086 171 1307 263</box>
ad-title: Několik nových domů <box>1086 1130 1307 1148</box>
ad-title: Pianino <box>1398 359 1469 378</box>
ad-title: Umístí se hned <box>177 1355 320 1374</box>
ad-title: Regál <box>696 1189 750 1208</box>
classified-ad <box>1323 263 1544 356</box>
classified-ad <box>1086 1430 1307 1575</box>
ad-title: Divany <box>927 400 993 419</box>
classified-ad <box>376 1241 597 1308</box>
ad-body: hodící se pro vystavování krejčovských výrobků se koupí. Nabídky s udáním ve- likosti a ceny pod zn. „A. 4“ do admin. t. l. na Václ. nám. č. 5. 2600 <box>613 995 833 1046</box>
ad-body: dvéře, vrata, tašky, kamna, šindel, železo a různé sta- vební látky prodají se „u zlatého křížku“ v Praze, Jin- dřišská ulice. 2808 <box>613 782 833 833</box>
ad-column <box>604 104 841 2197</box>
classified-ad <box>1323 171 1544 263</box>
ad-title: Piana a pianina <box>649 107 797 126</box>
classified-ad <box>613 1503 833 1595</box>
ad-title: Regál <box>696 1282 750 1300</box>
ad-title: Husí peří <box>442 1418 529 1437</box>
classified-ad <box>1323 1556 1544 1636</box>
ad-body: s revírem, se mlýnem a polnostmi jest za 90.000 zl. na prodej. Ct. nab. pod zn. „J. M. 7“ do admin. v Praze, Václavské nám. 9. Bližší F. Mikolomský v Praze, Široká ul. č. 7 n. 2841 <box>1323 989 1544 1054</box>
ad-body: se starého rozbouraného do- mu koupí F. Vydra na Lipové č. 647. 9643 <box>1086 776 1307 802</box>
